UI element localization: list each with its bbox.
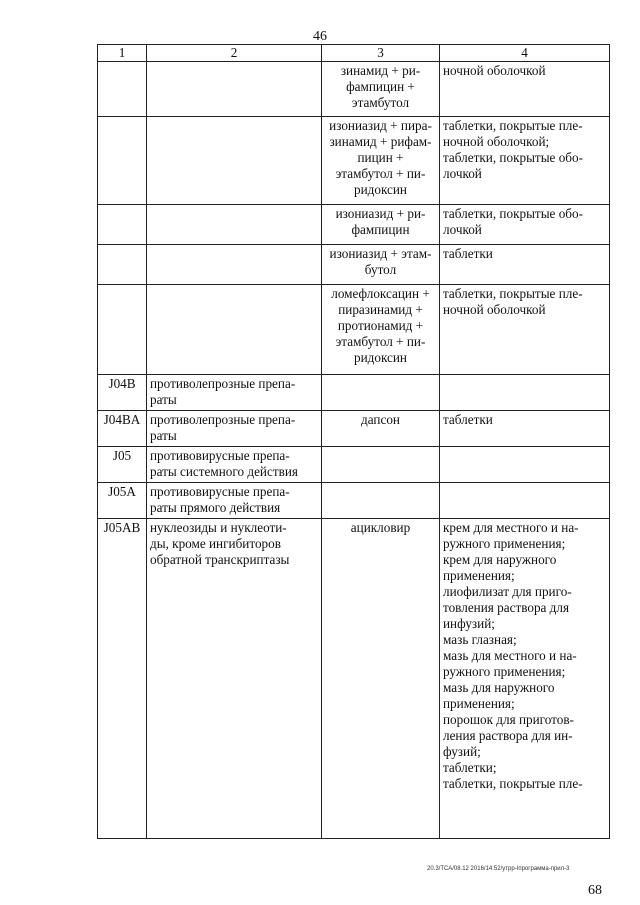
cell-substance: [322, 447, 440, 483]
cell-line: фампицин +: [346, 79, 415, 94]
cell-forms: [440, 245, 610, 285]
cell-code: [98, 245, 147, 285]
cell-line: таблетки, покрытые пле-: [443, 776, 583, 791]
cell-line: таблетки, покрытые обо-: [443, 206, 583, 221]
cell-line: ридоксин: [353, 182, 407, 197]
cell-line: ды, кроме ингибиторов: [150, 536, 281, 551]
cell-line: ночной оболочкой: [443, 63, 546, 78]
cell-forms: [440, 62, 610, 117]
table-row: [98, 245, 610, 285]
table-row: [98, 117, 610, 205]
cell-code: J04B: [98, 375, 147, 411]
table-row: [98, 483, 610, 519]
cell-line: раты: [150, 428, 177, 443]
cell-line: нуклеозиды и нуклеоти-: [150, 520, 287, 535]
cell-code: [98, 62, 147, 117]
cell-code: J05A: [98, 483, 147, 519]
cell-code: [98, 285, 147, 375]
cell-line: мазь для местного и на-: [443, 648, 577, 663]
table-row: [98, 447, 610, 483]
cell-line: раты: [150, 392, 177, 407]
cell-substance: [322, 205, 440, 245]
drug-table: [97, 44, 610, 839]
cell-substance: [322, 519, 440, 839]
cell-line: лочкой: [443, 222, 482, 237]
cell-code: [98, 205, 147, 245]
cell-line: фампицин: [351, 222, 410, 237]
cell-line: этамбутол + пи-: [335, 166, 426, 181]
cell-substance: [322, 375, 440, 411]
cell-forms: [440, 447, 610, 483]
cell-forms: [440, 285, 610, 375]
cell-substance: [322, 285, 440, 375]
cell-line: изониазид + этам-: [329, 246, 432, 261]
cell-group: [147, 245, 322, 285]
cell-forms: [440, 375, 610, 411]
cell-line: пиразинамид +: [338, 302, 423, 317]
cell-line: зинамид + ри-: [340, 63, 421, 78]
cell-line: ломефлоксацин +: [331, 286, 430, 301]
cell-line: протионамид +: [337, 318, 424, 333]
cell-forms: [440, 519, 610, 839]
cell-group: [147, 285, 322, 375]
cell-group: [147, 411, 322, 447]
cell-code: J05: [98, 447, 147, 483]
column-header: 1: [98, 45, 147, 62]
cell-line: инфузий;: [443, 616, 495, 631]
cell-line: противолепрозные препа-: [150, 412, 296, 427]
cell-line: таблетки, покрытые пле-: [443, 118, 583, 133]
header-row: [98, 45, 610, 62]
cell-line: порошок для приготов-: [443, 712, 574, 727]
table-row: [98, 411, 610, 447]
table-row: [98, 375, 610, 411]
cell-line: крем для наружного: [443, 552, 557, 567]
cell-line: пицин +: [357, 150, 404, 165]
cell-line: лиофилизат для приго-: [443, 584, 572, 599]
cell-line: противовирусные препа-: [150, 484, 290, 499]
cell-group: [147, 519, 322, 839]
cell-line: дапсон: [361, 412, 400, 427]
cell-line: товления раствора для: [443, 600, 570, 615]
cell-substance: [322, 411, 440, 447]
cell-substance: [322, 245, 440, 285]
footer-stamp: 20.3/ТСА/08.12 2016/14:52/утрр-Iпрограмма-прил-3: [427, 866, 570, 872]
cell-line: таблетки: [443, 246, 493, 261]
cell-forms: [440, 411, 610, 447]
cell-line: изониазид + пира-: [329, 118, 432, 133]
cell-line: зинамид + рифам-: [329, 134, 432, 149]
cell-line: обратной транскриптазы: [150, 552, 290, 567]
cell-line: ридоксин: [353, 350, 407, 365]
cell-group: [147, 447, 322, 483]
page-number-bottom: 68: [588, 883, 602, 898]
cell-line: мазь для наружного: [443, 680, 555, 695]
cell-line: таблетки, покрытые пле-: [443, 286, 583, 301]
cell-group: [147, 483, 322, 519]
cell-substance: [322, 117, 440, 205]
cell-forms: [440, 117, 610, 205]
column-header: 4: [440, 45, 610, 62]
cell-forms: [440, 483, 610, 519]
cell-line: ружного применения;: [443, 664, 566, 679]
column-header: 2: [147, 45, 322, 62]
cell-line: ночной оболочкой: [443, 302, 546, 317]
cell-line: изониазид + ри-: [335, 206, 426, 221]
cell-substance: [322, 62, 440, 117]
cell-line: таблетки: [443, 412, 493, 427]
cell-line: крем для местного и на-: [443, 520, 579, 535]
column-header: 3: [322, 45, 440, 62]
cell-forms: [440, 205, 610, 245]
cell-line: таблетки;: [443, 760, 497, 775]
cell-line: этамбутол + пи-: [335, 334, 426, 349]
cell-code: J05AB: [98, 519, 147, 839]
cell-line: бутол: [364, 262, 397, 277]
cell-group: [147, 117, 322, 205]
cell-line: ацикловир: [350, 520, 411, 535]
cell-line: применения;: [443, 568, 515, 583]
cell-group: [147, 62, 322, 117]
cell-group: [147, 205, 322, 245]
cell-line: ления раствора для ин-: [443, 728, 573, 743]
table-row: [98, 285, 610, 375]
cell-line: противолепрозные препа-: [150, 376, 296, 391]
cell-line: противовирусные препа-: [150, 448, 290, 463]
cell-line: ружного применения;: [443, 536, 566, 551]
cell-line: таблетки, покрытые обо-: [443, 150, 583, 165]
cell-line: мазь глазная;: [443, 632, 517, 647]
cell-substance: [322, 483, 440, 519]
cell-line: лочкой: [443, 166, 482, 181]
cell-line: раты прямого действия: [150, 500, 281, 515]
cell-group: [147, 375, 322, 411]
table-row: [98, 205, 610, 245]
cell-line: фузий;: [443, 744, 481, 759]
cell-line: применения;: [443, 696, 515, 711]
cell-code: J04BA: [98, 411, 147, 447]
page-number-top: 46: [313, 29, 327, 44]
table-row: [98, 519, 610, 839]
cell-line: ночной оболочкой;: [443, 134, 550, 149]
table-row: [98, 62, 610, 117]
cell-code: [98, 117, 147, 205]
cell-line: этамбутол: [351, 95, 410, 110]
cell-line: раты системного действия: [150, 464, 298, 479]
